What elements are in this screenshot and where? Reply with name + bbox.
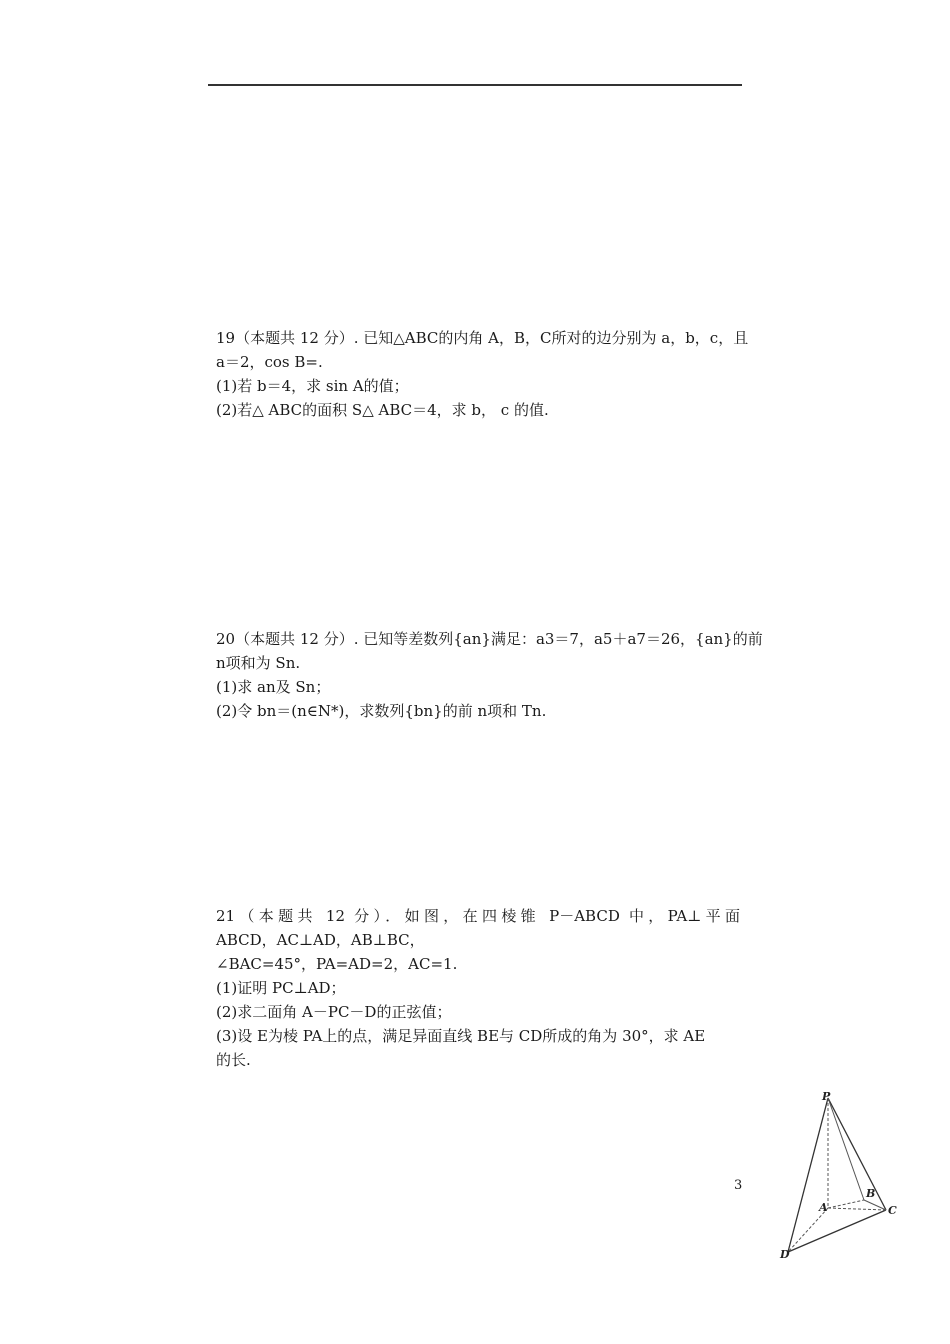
problem-19 bbox=[216, 326, 749, 422]
label-c: C bbox=[888, 1204, 897, 1217]
problem-21-line-3: ∠BAC=45°，PA=AD=2，AC=1. bbox=[216, 955, 458, 973]
problem-19-line-2: a＝2，cos B=. bbox=[216, 353, 323, 371]
page-number: 3 bbox=[734, 1178, 743, 1193]
problem-21-line-2: ABCD，AC⊥AD，AB⊥BC， bbox=[216, 931, 425, 949]
problem-19-line-1: 19（本题共 12 分）. 已知△ABC的内角 A，B，C所对的边分别为 a，b，c，且 bbox=[216, 329, 749, 347]
edge-ab bbox=[828, 1200, 864, 1208]
problem-21-line-5: (2)求二面角 A－PC－D的正弦值； bbox=[216, 1003, 452, 1021]
problem-21-line-6: (3)设 E为棱 PA上的点，满足异面直线 BE与 CD所成的角为 30°，求 AE bbox=[216, 1027, 706, 1045]
problem-20-line-4: (2)令 bn＝(n∈N*)，求数列{bn}的前 n项和 Tn. bbox=[216, 702, 547, 720]
problem-19-line-3: (1)若 b＝4，求 sin A的值； bbox=[216, 377, 409, 395]
problem-20-line-3: (1)求 an及 Sn； bbox=[216, 678, 331, 696]
label-d: D bbox=[780, 1248, 790, 1261]
label-p: P bbox=[822, 1090, 831, 1103]
label-a: A bbox=[819, 1201, 828, 1214]
problem-21 bbox=[216, 904, 740, 1072]
problem-20-line-2: n项和为 Sn. bbox=[216, 654, 301, 672]
problem-21-line-4: (1)证明 PC⊥AD； bbox=[216, 979, 346, 997]
edge-dc bbox=[788, 1210, 886, 1252]
edge-pd bbox=[788, 1098, 828, 1252]
problem-19-line-4: (2)若△ ABC的面积 S△ ABC＝4，求 b， c 的值. bbox=[216, 401, 549, 419]
label-b: B bbox=[866, 1187, 876, 1200]
problem-20-line-1: 20（本题共 12 分）. 已知等差数列{an}满足：a3＝7，a5＋a7＝26，{an}的前 bbox=[216, 630, 763, 648]
problem-20 bbox=[216, 627, 763, 723]
edge-pc bbox=[828, 1098, 886, 1210]
header-rule bbox=[208, 84, 742, 86]
pyramid-figure bbox=[776, 1090, 906, 1268]
problem-21-line-1: 21（本题共 12 分）．如图，在四棱锥 P－ABCD 中，PA⊥平面 bbox=[216, 907, 740, 925]
edge-ac bbox=[828, 1208, 886, 1210]
problem-21-line-7: 的长. bbox=[216, 1051, 251, 1069]
edge-pb bbox=[828, 1098, 864, 1200]
